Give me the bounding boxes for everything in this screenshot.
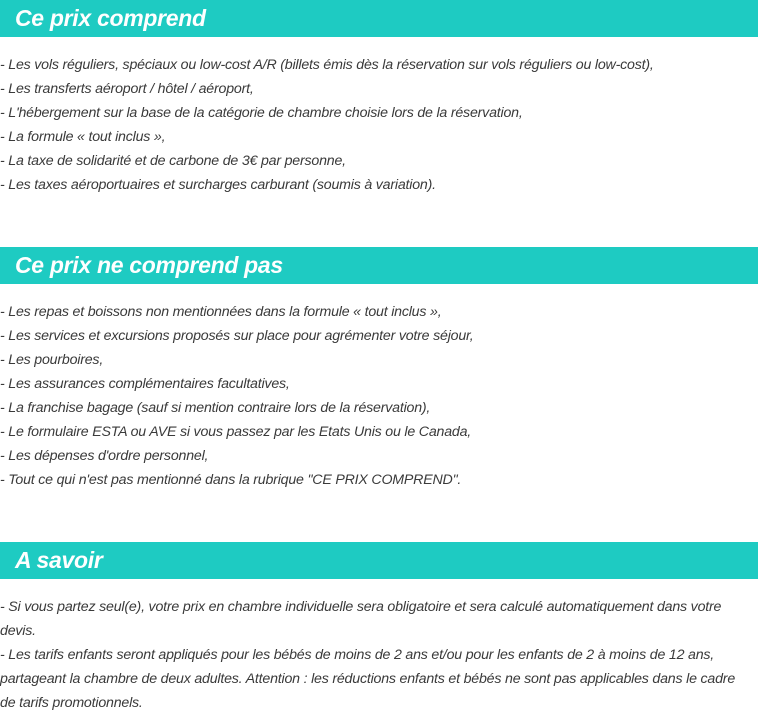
includes-list bbox=[0, 53, 758, 197]
list-item: - Les pourboires, bbox=[0, 352, 104, 368]
list-item: - La franchise bagage (sauf si mention contraire lors de la réservation), bbox=[0, 400, 431, 416]
list-item: - Les repas et boissons non mentionnées dans la formule « tout inclus », bbox=[0, 304, 442, 320]
list-item: - Les tarifs enfants seront appliqués pour les bébés de moins de 2 ans et/ou pour les enfants de 2 à moins de 12 ans, partageant la chambre de deux adultes. Attention : les réductions enfants et bébés ne sont pas applicables dans le cadre de tarifs promotionnels. bbox=[0, 647, 736, 711]
good-to-know-list bbox=[0, 595, 758, 715]
section-header-includes bbox=[0, 0, 758, 37]
section-header-good-to-know bbox=[0, 542, 758, 579]
list-item: - Le formulaire ESTA ou AVE si vous passez par les Etats Unis ou le Canada, bbox=[0, 424, 472, 440]
list-item: - Les dépenses d'ordre personnel, bbox=[0, 448, 209, 464]
list-item: - La taxe de solidarité et de carbone de 3€ par personne, bbox=[0, 153, 346, 169]
section-title: A savoir bbox=[15, 547, 103, 573]
excludes-list bbox=[0, 300, 758, 492]
list-item: - La formule « tout inclus », bbox=[0, 129, 166, 145]
section-header-excludes bbox=[0, 247, 758, 284]
list-item: - L'hébergement sur la base de la catégorie de chambre choisie lors de la réservation, bbox=[0, 105, 523, 121]
list-item: - Les services et excursions proposés sur place pour agrémenter votre séjour, bbox=[0, 328, 474, 344]
section-title: Ce prix ne comprend pas bbox=[15, 252, 283, 278]
section-title: Ce prix comprend bbox=[15, 5, 206, 31]
list-item: - Si vous partez seul(e), votre prix en chambre individuelle sera obligatoire et sera calculé automatiquement dans votre devis. bbox=[0, 599, 722, 639]
list-item: - Les transferts aéroport / hôtel / aéroport, bbox=[0, 81, 254, 97]
list-item: - Les taxes aéroportuaires et surcharges carburant (soumis à variation). bbox=[0, 177, 436, 193]
list-item: - Les vols réguliers, spéciaux ou low-cost A/R (billets émis dès la réservation sur vols réguliers ou low-cost), bbox=[0, 57, 654, 73]
list-item: - Les assurances complémentaires facultatives, bbox=[0, 376, 290, 392]
list-item: - Tout ce qui n'est pas mentionné dans la rubrique "CE PRIX COMPREND". bbox=[0, 472, 462, 488]
